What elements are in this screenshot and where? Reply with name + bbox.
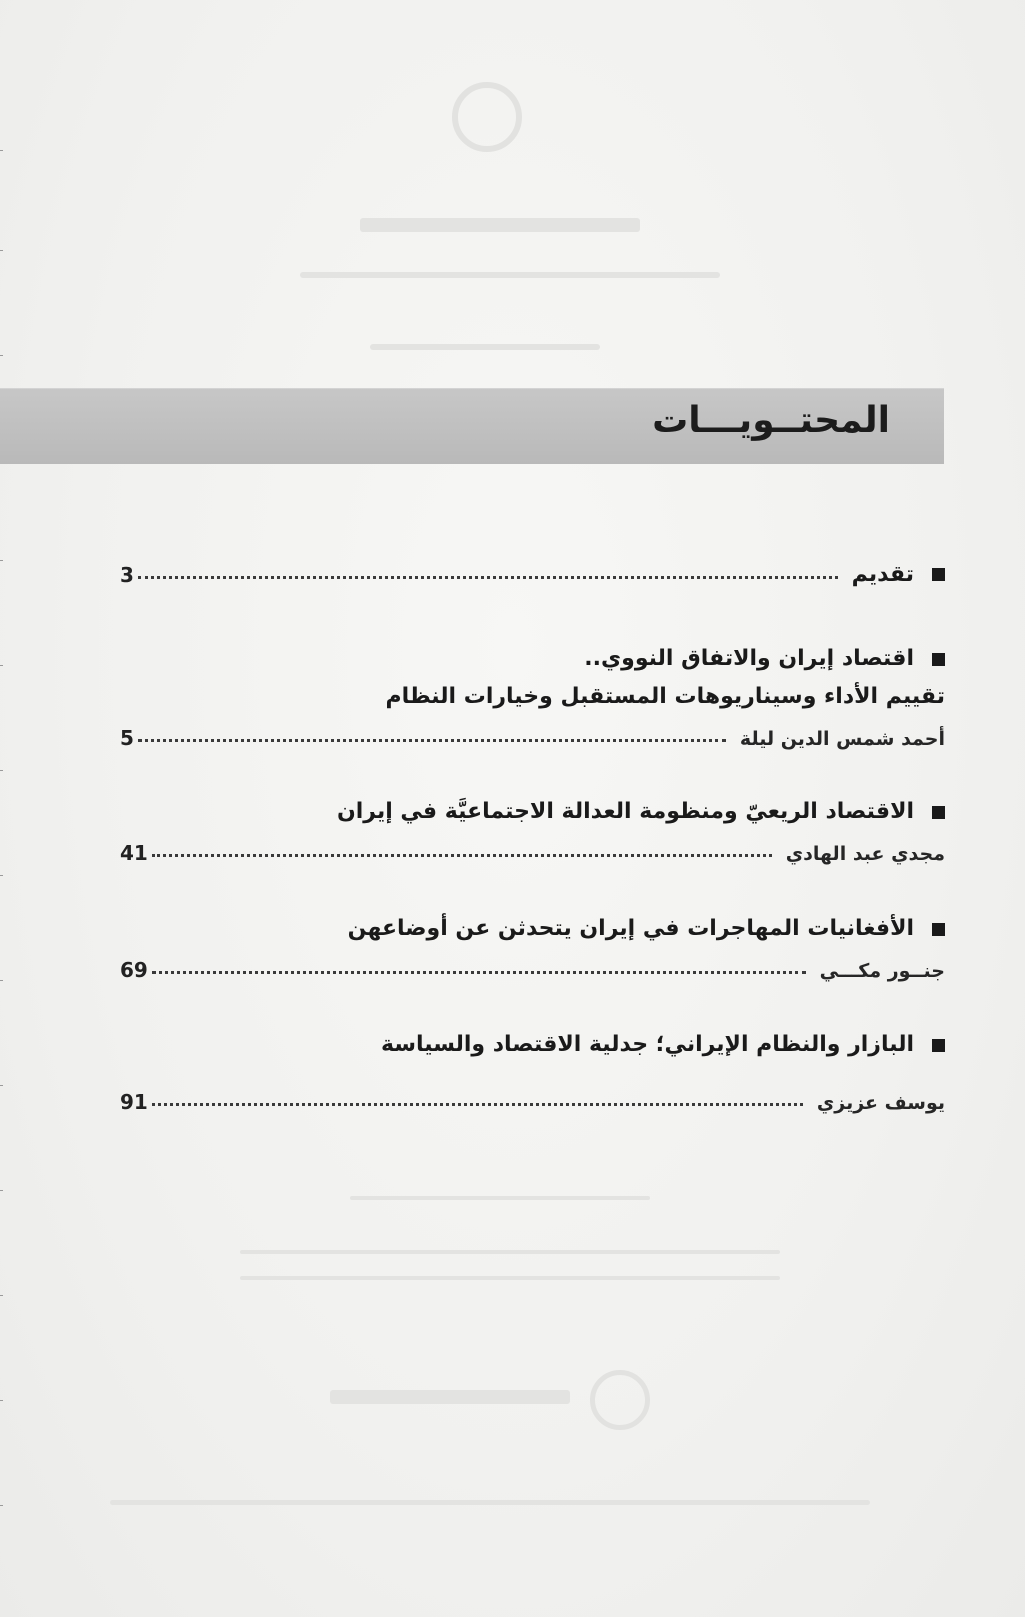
edge-tick	[0, 665, 3, 666]
edge-tick	[0, 1295, 3, 1296]
toc-entry-title: الاقتصاد الريعيّ ومنظومة العدالة الاجتماعيَّة في إيران	[336, 799, 914, 824]
show-through-mark	[330, 1390, 570, 1404]
dot-leader	[152, 854, 772, 857]
show-through-mark	[240, 1276, 780, 1280]
toc-entry	[120, 793, 945, 865]
toc-entry	[120, 640, 945, 750]
edge-tick	[0, 250, 3, 251]
contents-header-band	[0, 388, 944, 464]
toc-entry-title-row	[120, 910, 945, 948]
square-bullet-icon	[932, 923, 945, 936]
edge-tick	[0, 355, 3, 356]
contents-heading: المحتــويـــات	[652, 400, 890, 441]
show-through-mark	[350, 1196, 650, 1200]
toc-page-number: 5	[120, 726, 134, 750]
toc-entry-title-row	[120, 793, 945, 831]
show-through-logo-icon	[590, 1370, 650, 1430]
dot-leader	[152, 1103, 803, 1106]
toc-page-number: 3	[120, 563, 134, 587]
toc-entry	[120, 910, 945, 982]
show-through-emblem-icon	[452, 82, 522, 152]
edge-tick	[0, 560, 3, 561]
toc-page-number: 41	[120, 841, 148, 865]
toc-author-row	[120, 831, 945, 865]
edge-tick	[0, 1085, 3, 1086]
toc-page-number: 91	[120, 1090, 148, 1114]
toc-entry-title-row	[852, 562, 945, 587]
toc-entry-author: جنــور مكـــي	[819, 960, 945, 982]
show-through-mark	[370, 344, 600, 350]
toc-entry-title: اقتصاد إيران والاتفاق النووي..	[584, 646, 914, 671]
edge-tick	[0, 875, 3, 876]
show-through-mark	[360, 218, 640, 232]
edge-tick	[0, 1400, 3, 1401]
square-bullet-icon	[932, 653, 945, 666]
toc-entry-author: مجدي عبد الهادي	[785, 843, 945, 865]
toc-author-row	[120, 1064, 945, 1114]
toc-author-row	[120, 716, 945, 750]
square-bullet-icon	[932, 568, 945, 581]
toc-entry	[120, 1026, 945, 1114]
show-through-mark	[300, 272, 720, 278]
toc-entry-subtitle: تقييم الأداء وسيناريوهات المستقبل وخيارات النظام	[385, 684, 945, 709]
edge-tick	[0, 1190, 3, 1191]
toc-page-number: 69	[120, 958, 148, 982]
edge-tick	[0, 980, 3, 981]
toc-entry	[120, 547, 945, 587]
edge-tick	[0, 770, 3, 771]
toc-entry-author: أحمد شمس الدين ليلة	[739, 728, 945, 750]
show-through-mark	[110, 1500, 870, 1505]
dot-leader	[138, 576, 838, 579]
toc-entry-title: البازار والنظام الإيراني؛ جدلية الاقتصاد والسياسة	[381, 1032, 914, 1057]
toc-entry-title: الأفغانيات المهاجرات في إيران يتحدثن عن أوضاعهن	[347, 916, 914, 941]
toc-entry-title-row	[120, 1026, 945, 1064]
dot-leader	[138, 739, 726, 742]
edge-tick	[0, 1505, 3, 1506]
show-through-mark	[240, 1250, 780, 1254]
toc-entry-author: يوسف عزيزي	[816, 1092, 945, 1114]
toc-entry-title: تقديم	[851, 562, 914, 587]
square-bullet-icon	[932, 1039, 945, 1052]
square-bullet-icon	[932, 806, 945, 819]
edge-tick	[0, 150, 3, 151]
dot-leader	[152, 971, 806, 974]
toc-author-row	[120, 948, 945, 982]
toc-entry-title-row	[120, 640, 945, 678]
